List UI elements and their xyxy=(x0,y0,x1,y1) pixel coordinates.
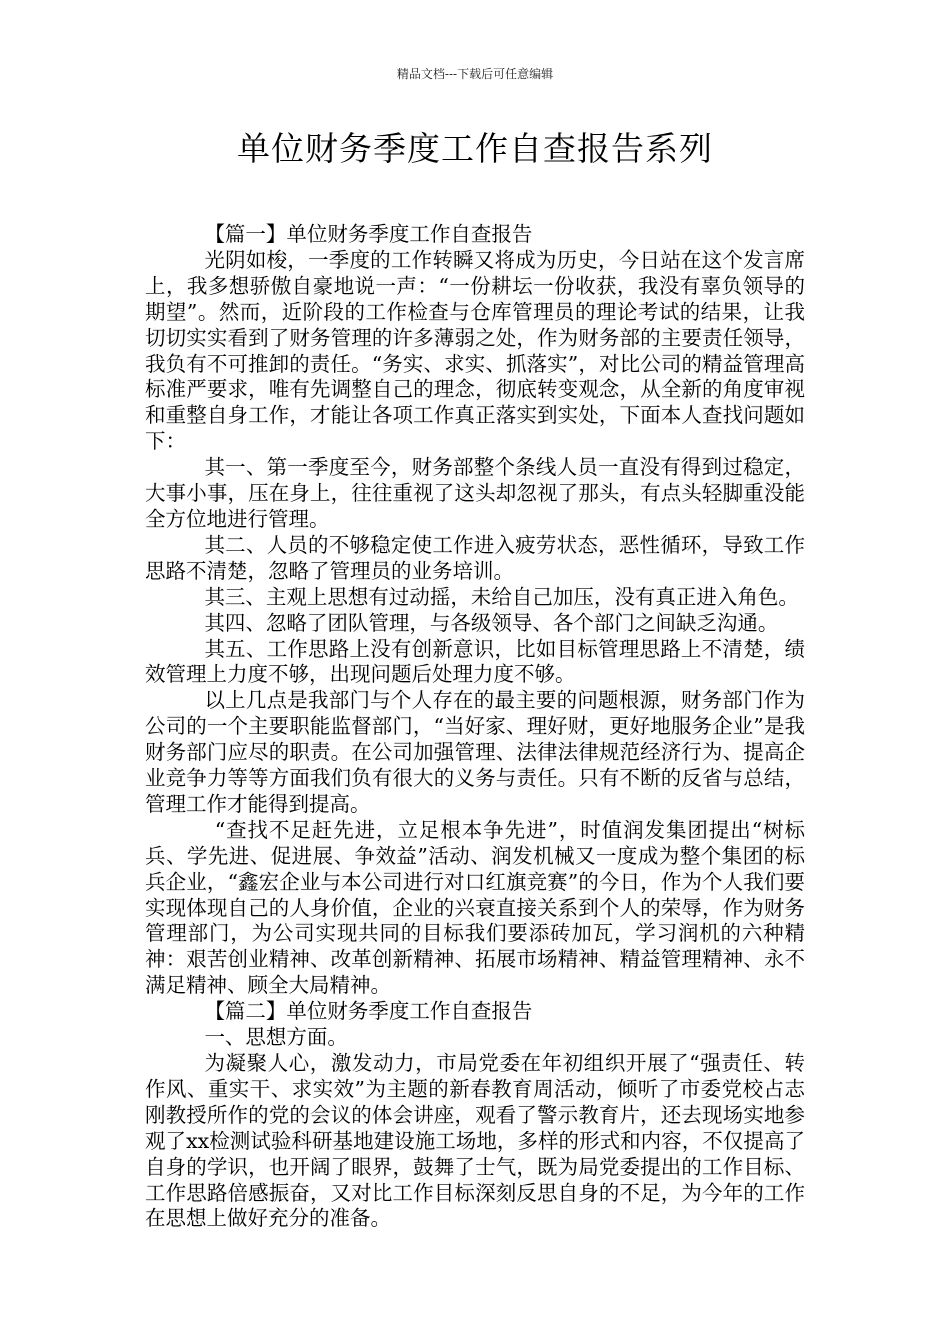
document-title: 单位财务季度工作自查报告系列 xyxy=(237,129,713,168)
subsection-heading: 一、思想方面。 xyxy=(204,1025,348,1050)
paragraph: 光阴如梭，一季度的工作转瞬又将成为历史，今日站在这个发言席上，我多想骄傲自豪地说一声：“一份耕坛一份收获，我没有辜负领导的期望”。然而，近阶段的工作检查与仓库管理员的理论考试的结果，让我切切实实看到了财务管理的许多薄弱之处，作为财务部的主要责任领导，我负有不可推卸的责任。“务实、求实、抓落实”，对比公司的精益管理高标准严要求，唯有先调整自己的理念，彻底转变观念，从全新的角度审视和重整自身工作，才能让各项工作真正落实到实处，下面本人查找问题如下： xyxy=(145,247,805,454)
header-note: 精品文档---下载后可任意编辑 xyxy=(396,67,554,81)
paragraph: “查找不足赶先进，立足根本争先进”，时值润发集团提出“树标兵、学先进、促进展、争效益”活动、润发机械又一度成为整个集团的标兵企业，“鑫宏企业与本公司进行对口红旗竞赛”的今日，作为个人我们要实现体现自己的人身价值，企业的兴衰直接关系到个人的荣辱，作为财务管理部门，为公司实现共同的目标我们要添砖加瓦，学习润机的六种精神：艰苦创业精神、改革创新精神、拓展市场精神、精益管理精神、永不满足精神、顾全大局精神。 xyxy=(145,817,805,998)
paragraph: 其一、第一季度至今，财务部整个条线人员一直没有得到过稳定，大事小事，压在身上，往往重视了这头却忽视了那头，有点头轻脚重没能全方位地进行管理。 xyxy=(145,455,805,531)
paragraph: 其四、忽略了团队管理，与各级领导、各个部门之间缺乏沟通。 xyxy=(204,610,779,635)
paragraph: 其三、主观上思想有过动摇，未给自己加压，没有真正进入角色。 xyxy=(204,584,799,609)
section-heading-1: 【篇一】单位财务季度工作自查报告 xyxy=(204,222,533,246)
paragraph: 为凝聚人心，激发动力，市局党委在年初组织开展了“强责任、转作风、重实干、求实效”为主题的新春教育周活动，倾听了市委党校占志刚教授所作的党的会议的体会讲座，观看了警示教育片，还去现场实地参观了xx检测试验科研基地建设施工场地，多样的形式和内容，不仅提高了自身的学识，也开阔了眼界，鼓舞了士气，既为局党委提出的工作目标、工作思路倍感振奋，又对比工作目标深刻反思自身的不足，为今年的工作在思想上做好充分的准备。 xyxy=(145,1051,805,1231)
paragraph: 其二、人员的不够稳定使工作进入疲劳状态，恶性循环，导致工作思路不清楚，忽略了管理员的业务培训。 xyxy=(145,532,805,583)
paragraph: 其五、工作思路上没有创新意识，比如目标管理思路上不清楚，绩效管理上力度不够，出现问题后处理力度不够。 xyxy=(145,636,805,687)
document-body xyxy=(145,222,805,1232)
section-heading-2: 【篇二】单位财务季度工作自查报告 xyxy=(204,999,533,1024)
paragraph: 以上几点是我部门与个人存在的最主要的问题根源，财务部门作为公司的一个主要职能监督部门，“当好家、理好财，更好地服务企业”是我财务部门应尽的职责。在公司加强管理、法律法律规范经济行为、提高企业竞争力等等方面我们负有很大的义务与责任。只有不断的反省与总结，管理工作才能得到提高。 xyxy=(145,688,805,816)
